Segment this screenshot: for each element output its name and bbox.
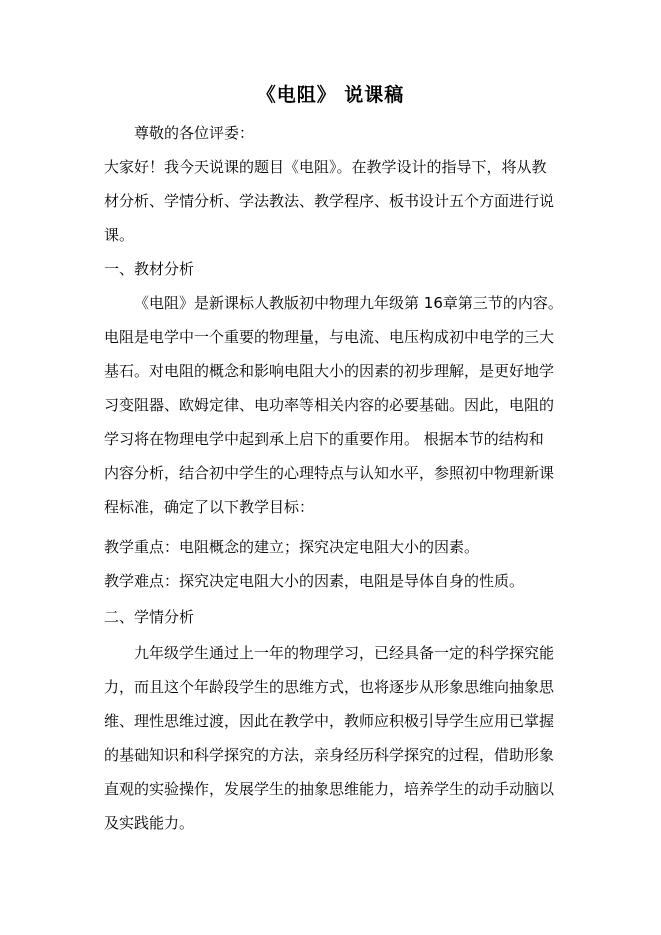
section-heading-textbook-analysis: 一、教材分析 — [104, 260, 195, 278]
paragraph-line: 及实践能力。 — [104, 814, 195, 832]
paragraph-line: 《电阻》是新课标人教版初中物理九年级第 16章第三节的内容。 — [134, 294, 563, 312]
paragraph-line: 九年级学生通过上一年的物理学习，已经具备一定的科学探究能 — [134, 644, 555, 662]
teaching-focus-line: 教学重点：电阻概念的建立；探究决定电阻大小的因素。 — [104, 538, 480, 556]
paragraph-line: 基石。对电阻的概念和影响电阻大小的因素的初步理解，是更好地学 — [104, 362, 555, 380]
paragraph-line: 的基础知识和科学探究的方法，亲身经历科学探究的过程，借助形象 — [104, 746, 555, 764]
paragraph-line: 维、理性思维过渡，因此在教学中，教师应积极引导学生应用已掌握 — [104, 712, 555, 730]
greeting-line: 尊敬的各位评委： — [134, 124, 255, 142]
intro-line-2: 材分析、学情分析、学法教法、教学程序、板书设计五个方面进行说 — [104, 192, 555, 210]
paragraph-line: 电阻是电学中一个重要的物理量，与电流、电压构成初中电学的三大 — [104, 328, 555, 346]
intro-line-1: 大家好！我今天说课的题目《电阻》。在教学设计的指导下，将从教 — [104, 158, 547, 176]
teaching-difficulty-line: 教学难点：探究决定电阻大小的因素，电阻是导体自身的性质。 — [104, 572, 525, 590]
paragraph-line: 程标准，确定了以下教学目标： — [104, 498, 315, 516]
document-title: 《电阻》 说课稿 — [256, 84, 405, 106]
paragraph-line: 力，而且这个年龄段学生的思维方式，也将逐步从形象思维向抽象思 — [104, 678, 555, 696]
paragraph-line: 内容分析，结合初中学生的心理特点与认知水平，参照初中物理新课 — [104, 464, 555, 482]
paragraph-line: 习变阻器、欧姆定律、电功率等相关内容的必要基础。因此，电阻的 — [104, 396, 555, 414]
paragraph-line: 学习将在物理电学中起到承上启下的重要作用。 根据本节的结构和 — [104, 430, 544, 448]
paragraph-line: 直观的实验操作，发展学生的抽象思维能力，培养学生的动手动脑以 — [104, 780, 555, 798]
intro-line-3: 课。 — [104, 226, 135, 244]
section-heading-student-analysis: 二、学情分析 — [104, 608, 195, 626]
